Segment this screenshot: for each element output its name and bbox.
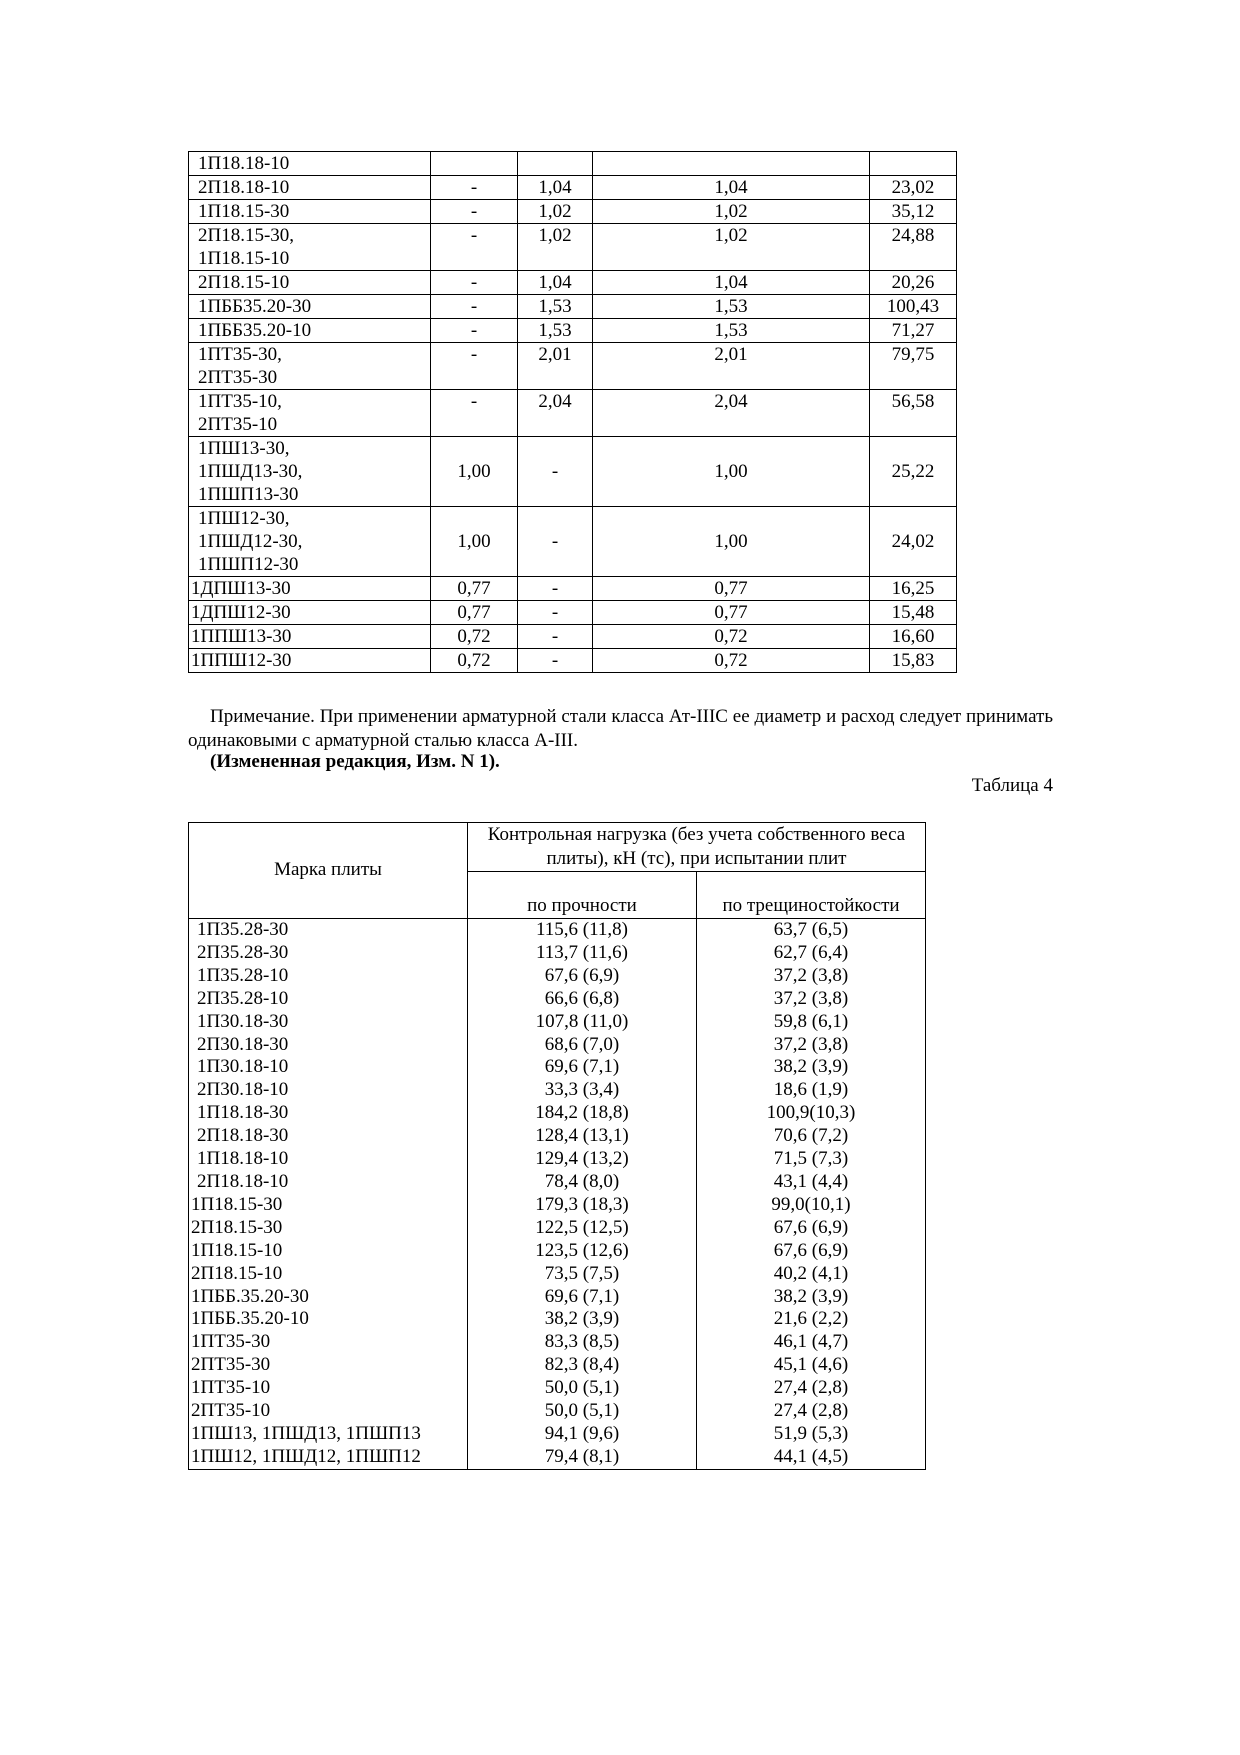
value-cell: 20,26 xyxy=(870,271,957,295)
plate-mark-cell: 1П18.15-10 xyxy=(189,1240,468,1263)
plate-mark-line: 1П18.15-10 xyxy=(198,248,290,269)
plate-mark-line: 2П18.15-30, xyxy=(198,225,295,246)
plate-mark-cell: 2П18.15-30 xyxy=(189,1217,468,1240)
value-cell: - xyxy=(518,507,593,577)
plate-mark-line: 2ПТ35-30 xyxy=(198,367,278,388)
crack-load-cell: 27,4 (2,8) xyxy=(697,1377,926,1400)
plate-mark-line: 1ППШ13-30 xyxy=(191,626,292,647)
value-cell: 1,00 xyxy=(431,437,518,507)
plate-mark-line: 2П18.18-10 xyxy=(198,177,290,198)
plate-mark-line: 1П18.15-30 xyxy=(198,201,290,222)
value-cell: - xyxy=(431,271,518,295)
plate-mark-line: 1ДПШ12-30 xyxy=(191,602,291,623)
strength-load-cell: 113,7 (11,6) xyxy=(468,942,697,965)
header-strength: по прочности xyxy=(468,872,697,919)
value-cell: 0,72 xyxy=(431,625,518,649)
value-cell: 15,48 xyxy=(870,601,957,625)
value-cell: - xyxy=(431,390,518,437)
value-cell: 71,27 xyxy=(870,319,957,343)
strength-load-cell: 67,6 (6,9) xyxy=(468,965,697,988)
value-cell: 1,00 xyxy=(593,437,870,507)
plate-mark-line: 1ПШ12-30, xyxy=(198,508,290,529)
value-cell: 2,01 xyxy=(518,343,593,390)
value-cell: 1,04 xyxy=(593,176,870,200)
value-cell: 1,02 xyxy=(518,200,593,224)
crack-load-cell: 70,6 (7,2) xyxy=(697,1125,926,1148)
value-cell: 1,00 xyxy=(593,507,870,577)
plate-mark-cell xyxy=(189,577,431,601)
table-top-continuation xyxy=(188,151,957,673)
value-cell: - xyxy=(431,295,518,319)
table-row xyxy=(189,1171,926,1194)
plate-mark-cell: 2ПТ35-10 xyxy=(189,1400,468,1423)
strength-load-cell: 78,4 (8,0) xyxy=(468,1171,697,1194)
value-cell: 0,77 xyxy=(593,577,870,601)
crack-load-cell: 45,1 (4,6) xyxy=(697,1354,926,1377)
plate-mark-line: 1ПТ35-30, xyxy=(198,344,282,365)
plate-mark-cell: 2П18.18-30 xyxy=(189,1125,468,1148)
crack-load-cell: 63,7 (6,5) xyxy=(697,919,926,942)
table-row xyxy=(189,625,957,649)
plate-mark-cell: 2П18.15-10 xyxy=(189,1263,468,1286)
value-cell: - xyxy=(431,319,518,343)
table-row xyxy=(189,577,957,601)
plate-mark-cell: 1П18.15-30 xyxy=(189,1194,468,1217)
strength-load-cell: 107,8 (11,0) xyxy=(468,1011,697,1034)
plate-mark-cell xyxy=(189,437,431,507)
table-row xyxy=(189,1034,926,1057)
value-cell: 56,58 xyxy=(870,390,957,437)
plate-mark-cell: 1ПББ.35.20-10 xyxy=(189,1308,468,1331)
plate-mark-line: 1ПШП13-30 xyxy=(198,484,299,505)
value-cell: 2,04 xyxy=(518,390,593,437)
table-row xyxy=(189,176,957,200)
value-cell: 0,72 xyxy=(593,649,870,673)
header-crack-resistance: по трещиностойкости xyxy=(697,872,926,919)
strength-load-cell: 123,5 (12,6) xyxy=(468,1240,697,1263)
value-cell: 1,02 xyxy=(518,224,593,271)
plate-mark-cell xyxy=(189,319,431,343)
strength-load-cell: 83,3 (8,5) xyxy=(468,1331,697,1354)
value-cell: 79,75 xyxy=(870,343,957,390)
value-cell: 16,25 xyxy=(870,577,957,601)
table-row xyxy=(189,507,957,577)
plate-mark-cell: 1П35.28-10 xyxy=(189,965,468,988)
plate-mark-cell: 1П30.18-30 xyxy=(189,1011,468,1034)
strength-load-cell: 184,2 (18,8) xyxy=(468,1102,697,1125)
plate-mark-cell: 1ПББ.35.20-30 xyxy=(189,1286,468,1309)
crack-load-cell: 67,6 (6,9) xyxy=(697,1217,926,1240)
value-cell: 0,77 xyxy=(431,601,518,625)
table-row xyxy=(189,1056,926,1079)
plate-mark-cell: 2П35.28-10 xyxy=(189,988,468,1011)
value-cell: 1,02 xyxy=(593,224,870,271)
value-cell: 0,77 xyxy=(593,601,870,625)
plate-mark-cell: 2П35.28-30 xyxy=(189,942,468,965)
table-4-header xyxy=(189,823,926,919)
plate-mark-cell xyxy=(189,200,431,224)
table-row xyxy=(189,437,957,507)
strength-load-cell: 128,4 (13,1) xyxy=(468,1125,697,1148)
table-row xyxy=(189,601,957,625)
value-cell: - xyxy=(518,625,593,649)
value-cell xyxy=(870,152,957,176)
table-row xyxy=(189,1263,926,1286)
table-4-body xyxy=(189,919,926,1470)
strength-load-cell: 94,1 (9,6) xyxy=(468,1423,697,1446)
value-cell: 0,72 xyxy=(593,625,870,649)
plate-mark-cell xyxy=(189,625,431,649)
value-cell: 35,12 xyxy=(870,200,957,224)
value-cell: 24,88 xyxy=(870,224,957,271)
value-cell: - xyxy=(431,176,518,200)
table-row xyxy=(189,224,957,271)
plate-mark-line: 1ППШ12-30 xyxy=(191,650,292,671)
strength-load-cell: 179,3 (18,3) xyxy=(468,1194,697,1217)
plate-mark-cell xyxy=(189,390,431,437)
plate-mark-line: 2ПТ35-10 xyxy=(198,414,278,435)
value-cell: 1,04 xyxy=(518,271,593,295)
strength-load-cell: 82,3 (8,4) xyxy=(468,1354,697,1377)
plate-mark-line: 1П18.18-10 xyxy=(198,153,290,174)
value-cell: 1,00 xyxy=(431,507,518,577)
crack-load-cell: 37,2 (3,8) xyxy=(697,965,926,988)
strength-load-cell: 79,4 (8,1) xyxy=(468,1446,697,1469)
table-row xyxy=(189,1423,926,1446)
table-row xyxy=(189,1446,926,1469)
table-row xyxy=(189,1148,926,1171)
value-cell: 25,22 xyxy=(870,437,957,507)
plate-mark-cell xyxy=(189,224,431,271)
strength-load-cell: 115,6 (11,8) xyxy=(468,919,697,942)
crack-load-cell: 62,7 (6,4) xyxy=(697,942,926,965)
crack-load-cell: 99,0(10,1) xyxy=(697,1194,926,1217)
crack-load-cell: 27,4 (2,8) xyxy=(697,1400,926,1423)
crack-load-cell: 21,6 (2,2) xyxy=(697,1308,926,1331)
plate-mark-cell: 1ПТ35-10 xyxy=(189,1377,468,1400)
strength-load-cell: 69,6 (7,1) xyxy=(468,1286,697,1309)
table-row xyxy=(189,1377,926,1400)
plate-mark-cell xyxy=(189,601,431,625)
plate-mark-line: 2П18.15-10 xyxy=(198,272,290,293)
table-row xyxy=(189,343,957,390)
table-row xyxy=(189,271,957,295)
value-cell: - xyxy=(431,224,518,271)
strength-load-cell: 129,4 (13,2) xyxy=(468,1148,697,1171)
crack-load-cell: 37,2 (3,8) xyxy=(697,988,926,1011)
table-4 xyxy=(188,822,926,1470)
crack-load-cell: 37,2 (3,8) xyxy=(697,1034,926,1057)
value-cell: 15,83 xyxy=(870,649,957,673)
plate-mark-cell: 2П30.18-30 xyxy=(189,1034,468,1057)
strength-load-cell: 66,6 (6,8) xyxy=(468,988,697,1011)
plate-mark-line: 1ПШП12-30 xyxy=(198,554,299,575)
crack-load-cell: 67,6 (6,9) xyxy=(697,1240,926,1263)
plate-mark-line: 1ПББ35.20-10 xyxy=(198,320,312,341)
crack-load-cell: 59,8 (6,1) xyxy=(697,1011,926,1034)
plate-mark-line: 1ПББ35.20-30 xyxy=(198,296,312,317)
table-row xyxy=(189,1079,926,1102)
value-cell: - xyxy=(518,649,593,673)
value-cell: 1,04 xyxy=(593,271,870,295)
table-row xyxy=(189,200,957,224)
value-cell: 1,53 xyxy=(518,295,593,319)
table-row xyxy=(189,988,926,1011)
value-cell: - xyxy=(431,343,518,390)
crack-load-cell: 44,1 (4,5) xyxy=(697,1446,926,1469)
plate-mark-cell xyxy=(189,295,431,319)
value-cell: 1,04 xyxy=(518,176,593,200)
strength-load-cell: 33,3 (3,4) xyxy=(468,1079,697,1102)
crack-load-cell: 40,2 (4,1) xyxy=(697,1263,926,1286)
value-cell: - xyxy=(518,577,593,601)
value-cell: 16,60 xyxy=(870,625,957,649)
plate-mark-cell: 1П18.18-30 xyxy=(189,1102,468,1125)
table-row xyxy=(189,965,926,988)
plate-mark-cell xyxy=(189,507,431,577)
plate-mark-cell: 1ПШ12, 1ПШД12, 1ПШП12 xyxy=(189,1446,468,1469)
table-row xyxy=(189,1125,926,1148)
crack-load-cell: 51,9 (5,3) xyxy=(697,1423,926,1446)
table-row xyxy=(189,919,926,942)
strength-load-cell: 50,0 (5,1) xyxy=(468,1400,697,1423)
table-row xyxy=(189,1194,926,1217)
plate-mark-cell: 2П30.18-10 xyxy=(189,1079,468,1102)
plate-mark-cell: 1П30.18-10 xyxy=(189,1056,468,1079)
table-row xyxy=(189,649,957,673)
strength-load-cell: 38,2 (3,9) xyxy=(468,1308,697,1331)
table-row xyxy=(189,1308,926,1331)
plate-mark-cell: 1П18.18-10 xyxy=(189,1148,468,1171)
crack-load-cell: 100,9(10,3) xyxy=(697,1102,926,1125)
table-row xyxy=(189,1011,926,1034)
table-row xyxy=(189,1217,926,1240)
crack-load-cell: 18,6 (1,9) xyxy=(697,1079,926,1102)
value-cell: 0,72 xyxy=(431,649,518,673)
table-row xyxy=(189,1102,926,1125)
value-cell: 1,53 xyxy=(593,295,870,319)
plate-mark-cell: 2П18.18-10 xyxy=(189,1171,468,1194)
plate-mark-cell xyxy=(189,343,431,390)
value-cell: - xyxy=(431,200,518,224)
value-cell xyxy=(593,152,870,176)
value-cell: 24,02 xyxy=(870,507,957,577)
header-control-load: Контрольная нагрузка (без учета собственного веса плиты), кН (тс), при испытании плит xyxy=(468,823,926,872)
plate-mark-cell: 2ПТ35-30 xyxy=(189,1354,468,1377)
header-plate-mark: Марка плиты xyxy=(189,823,468,919)
value-cell: - xyxy=(518,601,593,625)
crack-load-cell: 38,2 (3,9) xyxy=(697,1056,926,1079)
crack-load-cell: 46,1 (4,7) xyxy=(697,1331,926,1354)
table-row xyxy=(189,319,957,343)
plate-mark-cell: 1П35.28-30 xyxy=(189,919,468,942)
value-cell xyxy=(431,152,518,176)
table-row xyxy=(189,1286,926,1309)
table-row xyxy=(189,1331,926,1354)
plate-mark-cell: 1ПШ13, 1ПШД13, 1ПШП13 xyxy=(189,1423,468,1446)
plate-mark-line: 1ДПШ13-30 xyxy=(191,578,291,599)
plate-mark-line: 1ПШД13-30, xyxy=(198,461,303,482)
table-row xyxy=(189,942,926,965)
table-top-body xyxy=(189,152,957,673)
value-cell: - xyxy=(518,437,593,507)
value-cell: 1,53 xyxy=(593,319,870,343)
plate-mark-cell xyxy=(189,152,431,176)
strength-load-cell: 73,5 (7,5) xyxy=(468,1263,697,1286)
table-row xyxy=(189,1400,926,1423)
table-row xyxy=(189,1240,926,1263)
value-cell xyxy=(518,152,593,176)
value-cell: 2,01 xyxy=(593,343,870,390)
strength-load-cell: 122,5 (12,5) xyxy=(468,1217,697,1240)
value-cell: 1,53 xyxy=(518,319,593,343)
crack-load-cell: 71,5 (7,3) xyxy=(697,1148,926,1171)
value-cell: 1,02 xyxy=(593,200,870,224)
strength-load-cell: 50,0 (5,1) xyxy=(468,1377,697,1400)
value-cell: 2,04 xyxy=(593,390,870,437)
table-row xyxy=(189,390,957,437)
crack-load-cell: 43,1 (4,4) xyxy=(697,1171,926,1194)
plate-mark-line: 1ПШ13-30, xyxy=(198,438,290,459)
value-cell: 0,77 xyxy=(431,577,518,601)
plate-mark-cell: 1ПТ35-30 xyxy=(189,1331,468,1354)
plate-mark-cell xyxy=(189,176,431,200)
table-row xyxy=(189,1354,926,1377)
plate-mark-cell xyxy=(189,271,431,295)
table-row xyxy=(189,295,957,319)
amendment-note: (Измененная редакция, Изм. N 1). xyxy=(210,751,500,772)
table-4-caption: Таблица 4 xyxy=(971,775,1053,796)
value-cell: 23,02 xyxy=(870,176,957,200)
strength-load-cell: 68,6 (7,0) xyxy=(468,1034,697,1057)
table-row xyxy=(189,152,957,176)
plate-mark-line: 1ПТ35-10, xyxy=(198,391,282,412)
value-cell: 100,43 xyxy=(870,295,957,319)
plate-mark-line: 1ПШД12-30, xyxy=(198,531,303,552)
plate-mark-cell xyxy=(189,649,431,673)
note-text: Примечание. При применении арматурной стали класса Ат-IIIC ее диаметр и расход следует принимать одинаковыми с арматурной сталью класса А-III. xyxy=(188,706,1053,751)
crack-load-cell: 38,2 (3,9) xyxy=(697,1286,926,1309)
strength-load-cell: 69,6 (7,1) xyxy=(468,1056,697,1079)
